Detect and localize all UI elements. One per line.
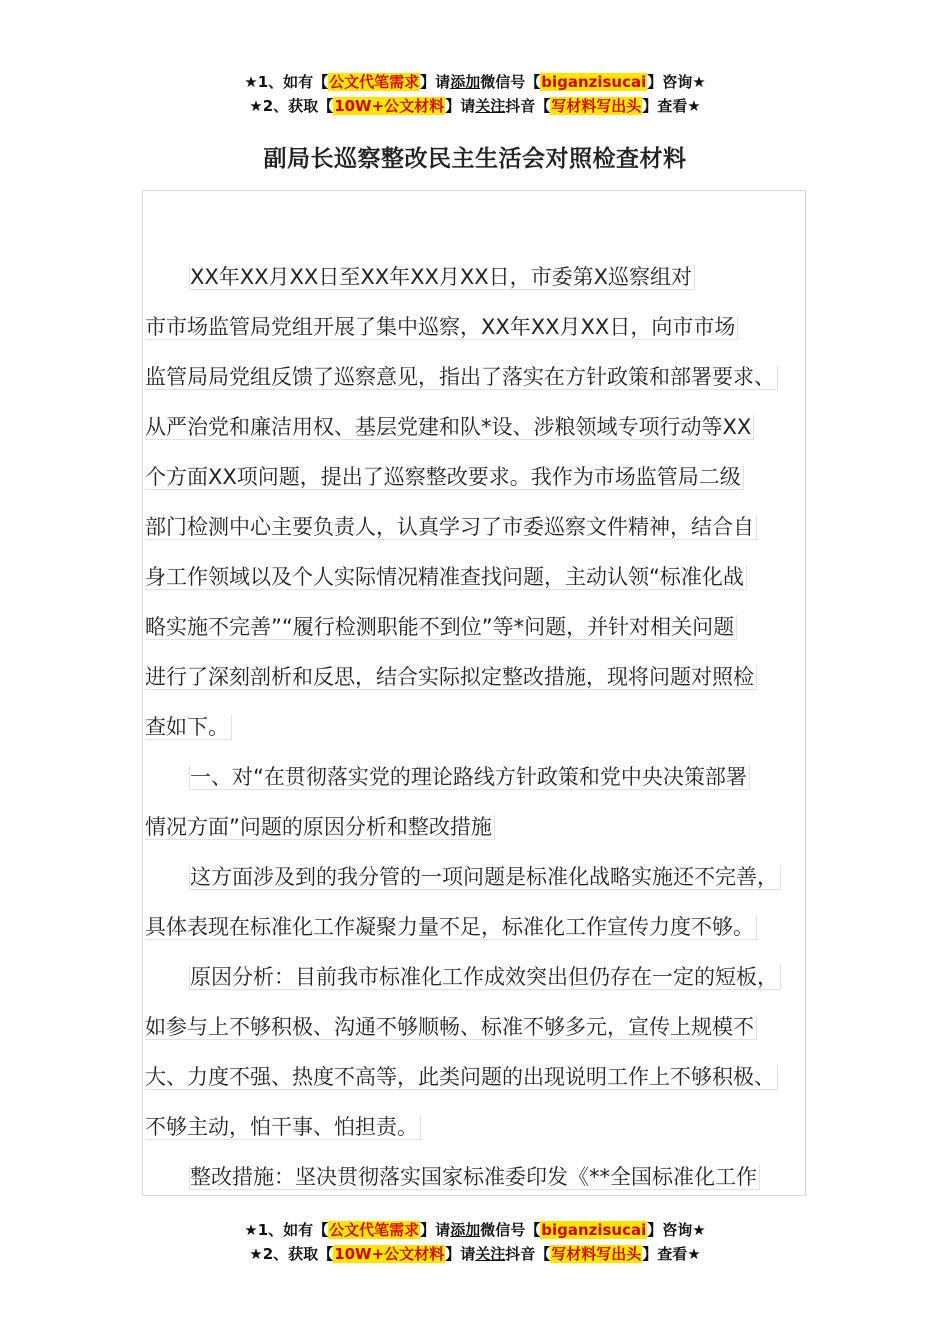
banner-line-1	[0, 70, 950, 94]
paragraph-line: XX年XX月XX日至XX年XX月XX日，市委第X巡察组对	[145, 252, 805, 302]
banner-text: 】查看★	[642, 1245, 701, 1263]
paragraph-line: 身工作领域以及个人实际情况精准查找问题，主动认领“标准化战	[145, 552, 805, 602]
banner-text: 】查看★	[642, 97, 701, 115]
banner-text: 】请	[420, 73, 451, 91]
banner-text: ★2、获取【	[249, 97, 334, 115]
paragraph-line: 原因分析：目前我市标准化工作成效突出但仍存在一定的短板，	[145, 952, 805, 1002]
top-banner	[0, 70, 950, 118]
paragraph-line: 具体表现在标准化工作凝聚力量不足，标准化工作宣传力度不够。	[145, 902, 805, 952]
banner-line-2	[0, 1242, 950, 1266]
banner-text: ★1、如有【	[244, 1221, 329, 1239]
paragraph-line: 市市场监管局党组开展了集中巡察，XX年XX月XX日，向市市场	[145, 302, 805, 352]
highlight-text: 10W+公文材料	[334, 97, 445, 115]
underlined-text: 添加	[450, 73, 481, 91]
wechat-id-highlight: biganzisucai	[541, 73, 647, 91]
paragraph-line: 监管局局党组反馈了巡察意见，指出了落实在方针政策和部署要求、	[145, 352, 805, 402]
paragraph-line: 略实施不完善”“履行检测职能不到位”等*问题，并针对相关问题	[145, 602, 805, 652]
underlined-text: 关注	[475, 1245, 506, 1263]
banner-line-2	[0, 94, 950, 118]
paragraph-line: 如参与上不够积极、沟通不够顺畅、标准不够多元，宣传上规模不	[145, 1002, 805, 1052]
banner-text: 】请	[445, 97, 476, 115]
banner-text: ★1、如有【	[244, 73, 329, 91]
highlight-text: 公文代笔需求	[329, 73, 420, 91]
paragraph-line: 查如下。	[145, 702, 805, 752]
banner-text: ★2、获取【	[249, 1245, 334, 1263]
section-heading-line: 情况方面”问题的原因分析和整改措施	[145, 802, 805, 852]
paragraph-line: 个方面XX项问题，提出了巡察整改要求。我作为市场监管局二级	[145, 452, 805, 502]
banner-line-1	[0, 1218, 950, 1242]
paragraph-line: 从严治党和廉洁用权、基层党建和队*设、涉粮领域专项行动等XX	[145, 402, 805, 452]
paragraph-line: 进行了深刻剖析和反思，结合实际拟定整改措施，现将问题对照检	[145, 652, 805, 702]
banner-text: 】咨询★	[647, 1221, 706, 1239]
paragraph-line: 整改措施：坚决贯彻落实国家标准委印发《**全国标准化工作	[145, 1152, 805, 1202]
wechat-id-highlight: biganzisucai	[541, 1221, 647, 1239]
paragraph-line: 部门检测中心主要负责人，认真学习了市委巡察文件精神，结合自	[145, 502, 805, 552]
paragraph-line: 不够主动，怕干事、怕担责。	[145, 1102, 805, 1152]
paragraph-line: 这方面涉及到的我分管的一项问题是标准化战略实施还不完善，	[145, 852, 805, 902]
highlight-text: 公文代笔需求	[329, 1221, 420, 1239]
banner-text: 微信号【	[480, 1221, 541, 1239]
document-body	[145, 252, 805, 1202]
document-title: 副局长巡察整改民主生活会对照检查材料	[263, 146, 687, 172]
banner-text: 抖音【	[505, 1245, 551, 1263]
douyin-id-highlight: 写材料写出头	[551, 1245, 642, 1263]
section-heading-line: 一、对“在贯彻落实党的理论路线方针政策和党中央决策部署	[145, 752, 805, 802]
underlined-text: 关注	[475, 97, 506, 115]
douyin-id-highlight: 写材料写出头	[551, 97, 642, 115]
banner-text: 抖音【	[505, 97, 551, 115]
banner-text: 】请	[445, 1245, 476, 1263]
highlight-text: 10W+公文材料	[334, 1245, 445, 1263]
underlined-text: 添加	[450, 1221, 481, 1239]
bottom-banner	[0, 1218, 950, 1266]
banner-text: 】请	[420, 1221, 451, 1239]
banner-text: 微信号【	[480, 73, 541, 91]
banner-text: 】咨询★	[647, 73, 706, 91]
paragraph-line: 大、力度不强、热度不高等，此类问题的出现说明工作上不够积极、	[145, 1052, 805, 1102]
